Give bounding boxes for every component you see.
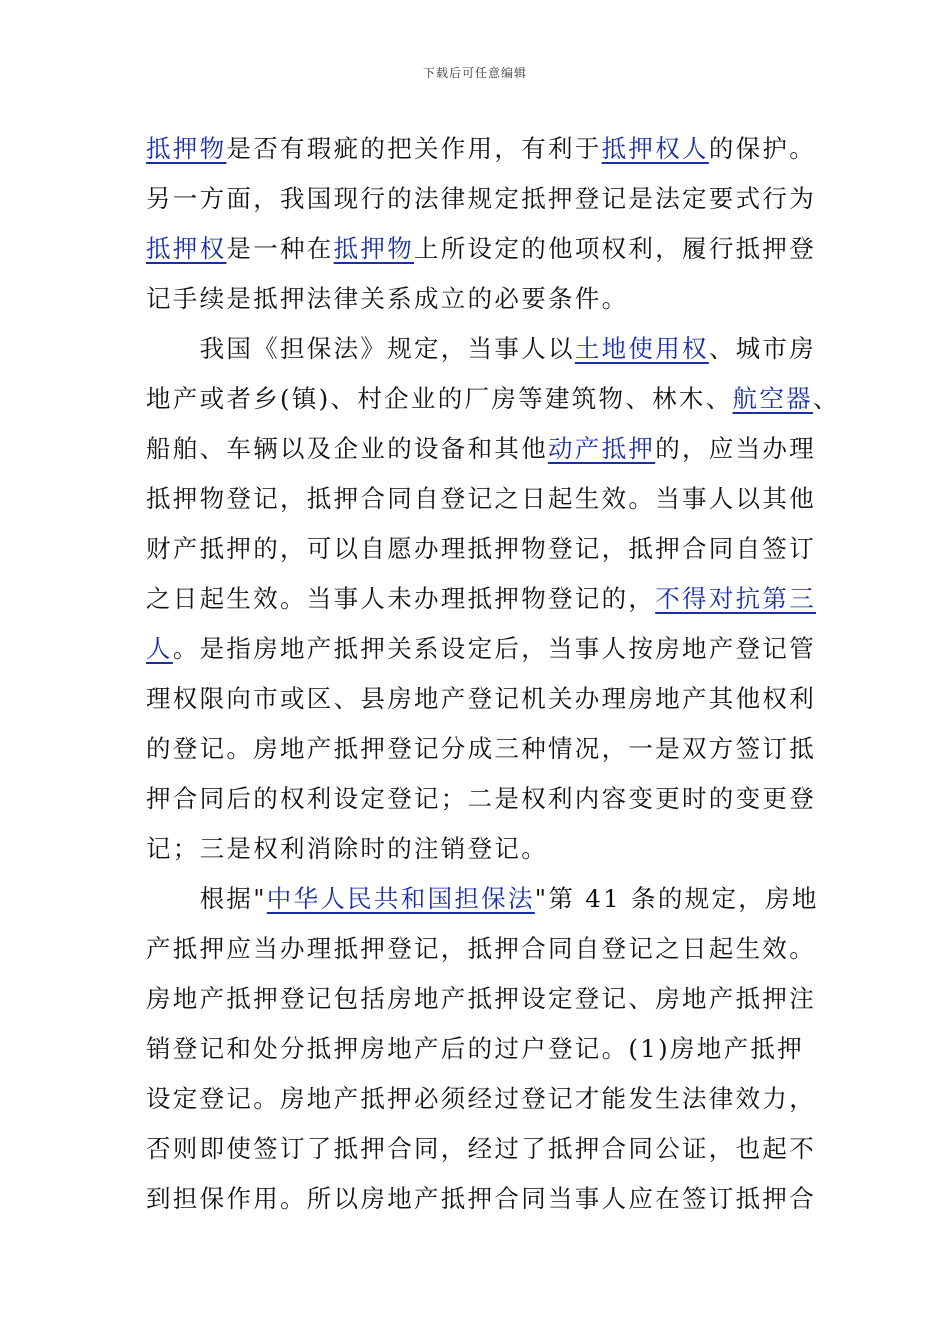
text-line [146,1024,818,1074]
text-segment: 否则即使签订了抵押合同，经过了抵押合同公证，也起不 [146,1134,816,1163]
hyperlink[interactable]: 抵押物 [333,234,415,263]
text-line [146,324,818,374]
text-segment: 是否有瑕疵的把关作用，有利于 [226,134,602,163]
text-segment: 、 [812,384,840,413]
text-segment: 。是指房地产抵押关系设定后，当事人按房地产登记管 [172,634,817,663]
hyperlink[interactable]: 中华人民共和国担保法 [266,884,535,913]
text-segment: 之日起生效。当事人未办理抵押物登记的， [146,584,656,613]
text-segment: 地产或者乡(镇)、村企业的厂房等建筑物、林木、 [146,384,733,413]
text-segment: 船舶、车辆以及企业的设备和其他 [146,434,548,463]
text-segment: 理权限向市或区、县房地产登记机关办理房地产其他权利 [146,684,816,713]
text-segment: 根据" [146,884,267,913]
text-segment: 上所设定的他项权利，履行抵押登 [414,234,817,263]
text-line [146,1074,818,1124]
hyperlink[interactable]: 不得对抗第三 [655,584,817,613]
hyperlink[interactable]: 人 [146,634,173,663]
text-segment: 记；三是权利消除时的注销登记。 [146,834,548,863]
text-line [146,824,818,874]
text-line [146,1124,818,1174]
text-segment: 财产抵押的，可以自愿办理抵押物登记，抵押合同自签订 [146,534,816,563]
hyperlink[interactable]: 抵押权人 [601,134,709,163]
document-body [146,124,840,1224]
text-segment: 记手续是抵押法律关系成立的必要条件。 [146,284,629,313]
text-segment: 抵押物登记，抵押合同自登记之日起生效。当事人以其他 [146,484,816,513]
text-line [146,874,818,924]
text-segment: 、城市房 [708,334,817,363]
text-segment: 到担保作用。所以房地产抵押合同当事人应在签订抵押合 [146,1184,816,1213]
text-line [146,474,818,524]
text-line [146,574,818,624]
hyperlink[interactable]: 抵押权 [146,234,227,263]
text-line [146,374,840,424]
text-segment: 设定登记。房地产抵押必须经过登记才能发生法律效力， [146,1084,816,1113]
hyperlink[interactable]: 抵押物 [146,134,227,163]
text-line [146,624,818,674]
text-segment: 产抵押应当办理抵押登记，抵押合同自登记之日起生效。 [146,934,816,963]
text-line [146,224,818,274]
text-segment: "第 41 条的规定，房地 [534,884,819,913]
text-line [146,174,818,224]
text-segment: 另一方面，我国现行的法律规定抵押登记是法定要式行为 [146,184,816,213]
text-line [146,124,818,174]
text-line [146,1174,818,1224]
text-segment: 我国《担保法》规定，当事人以 [146,334,575,363]
hyperlink[interactable]: 航空器 [732,384,813,413]
text-line [146,924,818,974]
hyperlink[interactable]: 土地使用权 [574,334,709,363]
text-line [146,774,818,824]
text-line [146,274,818,324]
text-line [146,724,818,774]
text-segment: 是一种在 [226,234,334,263]
text-line [146,974,818,1024]
hyperlink[interactable]: 动产抵押 [548,434,656,463]
text-line [146,674,818,724]
text-segment: 押合同后的权利设定登记；二是权利内容变更时的变更登 [146,784,816,813]
text-segment: 销登记和处分抵押房地产后的过户登记。(1)房地产抵押 [146,1034,805,1063]
text-segment: 的，应当办理 [655,434,817,463]
text-line [146,424,818,474]
text-line [146,524,818,574]
text-segment: 房地产抵押登记包括房地产抵押设定登记、房地产抵押注 [146,984,816,1013]
text-segment: 的保护。 [708,134,817,163]
page-header: 下载后可任意编辑 [422,66,527,80]
text-segment: 的登记。房地产抵押登记分成三种情况，一是双方签订抵 [146,734,816,763]
